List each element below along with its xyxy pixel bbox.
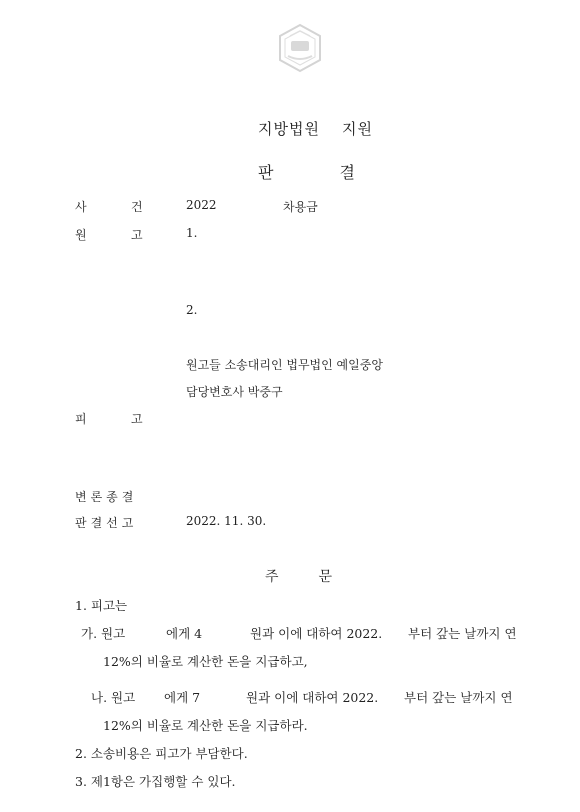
plaintiff-2-number: 2. <box>186 303 198 317</box>
ruling-item-1-na-prefix: 나. 원고 <box>91 690 136 705</box>
ruling-item-3: 3. 제1항은 가집행할 수 있다. <box>75 774 236 789</box>
case-label-char2: 건 <box>131 200 143 214</box>
ruling-title-part2: 문 <box>318 569 333 585</box>
court-name-part2: 지원 <box>341 120 373 138</box>
ruling-item-1-na-to: 에게 7 <box>164 690 201 705</box>
plaintiff-1-number: 1. <box>186 226 198 240</box>
court-name <box>258 118 373 139</box>
defendant-label <box>75 410 143 427</box>
case-year: 2022 <box>186 198 217 212</box>
plaintiff-label-char1: 원 <box>75 228 87 242</box>
verdict-date: 2022. 11. 30. <box>186 514 267 528</box>
ruling-section-title <box>265 566 332 586</box>
verdict-date-label: 판결선고 <box>75 516 138 530</box>
ruling-title-part1: 주 <box>265 569 279 585</box>
defendant-label-char2: 고 <box>131 412 143 426</box>
document-title <box>258 160 355 183</box>
ruling-item-1-ga-to: 에게 4 <box>166 626 203 641</box>
document-title-part2: 결 <box>339 163 355 182</box>
court-seal-icon <box>274 22 326 74</box>
ruling-item-2: 2. 소송비용은 피고가 부담한다. <box>75 746 248 761</box>
hearing-conclusion-label: 변론종결 <box>75 490 138 504</box>
ruling-item-1-na-won: 원과 이에 대하여 2022. <box>246 690 379 705</box>
ruling-item-1-ga-cont: 12%의 비율로 계산한 돈을 지급하고, <box>103 654 308 669</box>
ruling-item-1-na-until: 부터 갚는 날까지 연 <box>404 690 513 705</box>
plaintiff-label <box>75 226 143 243</box>
case-label <box>75 198 143 215</box>
ruling-item-1: 1. 피고는 <box>75 598 128 613</box>
ruling-item-1-ga-until: 부터 갚는 날까지 연 <box>408 626 517 641</box>
case-type: 차용금 <box>283 200 318 214</box>
ruling-item-1-na-cont: 12%의 비율로 계산한 돈을 지급하라. <box>103 718 308 733</box>
case-label-char1: 사 <box>75 200 87 214</box>
defendant-label-char1: 피 <box>75 412 87 426</box>
court-name-part1: 지방법원 <box>258 120 320 138</box>
ruling-item-1-ga-won: 원과 이에 대하여 2022. <box>250 626 383 641</box>
plaintiff-label-char2: 고 <box>131 228 143 242</box>
attorney-line: 담당변호사 박중구 <box>186 385 283 399</box>
document-title-part1: 판 <box>258 163 274 182</box>
counsel-line: 원고들 소송대리인 법무법인 예일중앙 <box>186 358 383 372</box>
ruling-item-1-ga-prefix: 가. 원고 <box>81 626 126 641</box>
